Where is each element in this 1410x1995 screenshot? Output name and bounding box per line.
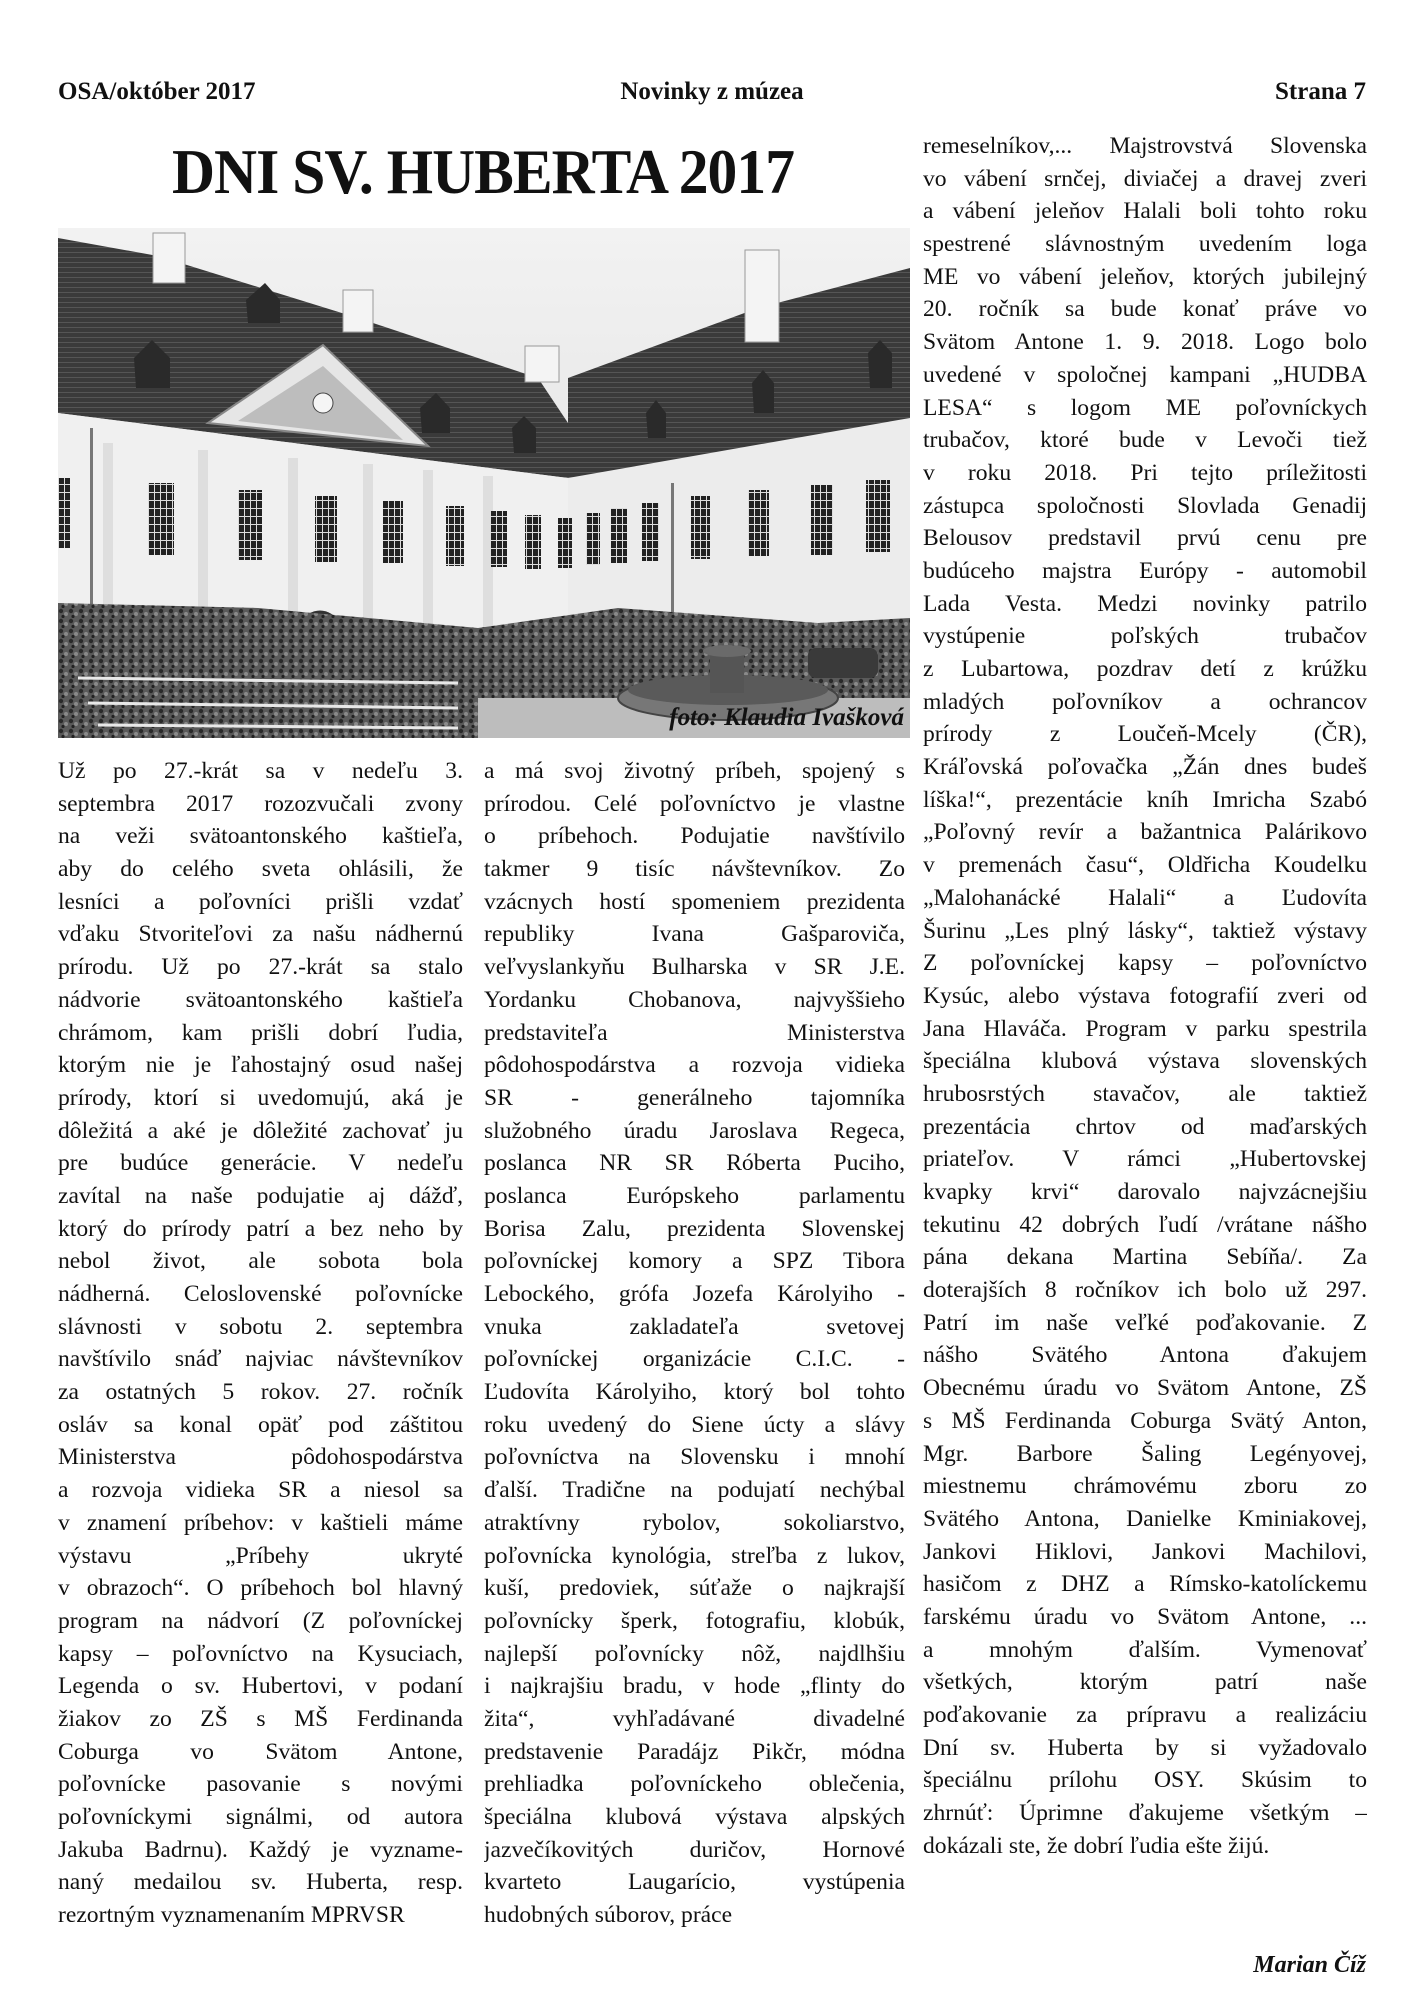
text-line: zavítal na naše podujatie aj dážď, [58,1182,463,1209]
text-line: Belousov predstavil prvú cenu pre [923,525,1367,552]
text-line: Patrí im naše veľké poďakovanie. Z [923,1309,1367,1336]
text-line: Ministerstva pôdohospodárstva [58,1444,463,1471]
text-line: služobného úradu Jaroslava Regeca, [484,1117,905,1144]
text-line: a rozvoja vidieka SR a niesol sa [58,1477,463,1504]
text-line: aby do celého sveta ohlásili, že [58,856,463,883]
text-line: trubačov, ktoré bude v Levoči tiež [923,427,1367,454]
text-line: za ostatných 5 rokov. 27. ročník [58,1379,463,1406]
article-column-2 [484,755,905,1932]
text-line: poslanca Európskeho parlamentu [484,1182,905,1209]
text-line: Borisa Zalu, prezidenta Slovenskej [484,1215,905,1242]
text-line: Dní sv. Huberta by si vyžadovalo [923,1734,1367,1761]
text-line: doterajších 8 ročníkov ich bolo už 297. [923,1277,1367,1304]
article-title: DNI SV. HUBERTA 2017 [171,136,795,207]
article-column-1 [58,755,463,1932]
text-line: pôdohospodárstva a rozvoja vidieka [484,1052,905,1079]
text-line: žita“, vyhľadávané divadelné [484,1705,905,1732]
text-line: kuší, predoviek, súťaže o najkrajší [484,1575,905,1602]
text-line: dôležitá a aké je dôležité zachovať ju [58,1117,463,1144]
text-line: pána dekana Martina Sebíňa/. Za [923,1244,1367,1271]
text-line: slávnosti v sobotu 2. septembra [58,1313,463,1340]
text-line: špeciálna klubová výstava slovenských [923,1048,1367,1075]
text-line: o príbehoch. Podujatie navštívilo [484,823,905,850]
text-line: poľovníckej komory a SPZ Tibora [484,1248,905,1275]
text-line: zástupca spoločnosti Slovlada Genadij [923,492,1367,519]
text-line: chrámom, kam prišli dobrí ľudia, [58,1019,463,1046]
text-line: Kráľovská poľovačka „Žán dnes budeš [923,754,1367,781]
text-line: špeciálnu prílohu OSY. Skúsim to [923,1767,1367,1794]
text-line: Šurinu „Les plný lásky“, taktiež výstavy [923,917,1367,944]
text-line: osláv sa konal opäť pod záštitou [58,1411,463,1438]
text-line: poľovnícky šperk, fotografiu, klobúk, [484,1607,905,1634]
text-line: jazvečíkovitých duričov, Hornové [484,1836,905,1863]
text-line: farskému úradu vo Svätom Antone, ... [923,1603,1367,1630]
text-line: v znamení príbehov: v kaštieli máme [58,1509,463,1536]
text-line: ďalší. Tradične na podujatí nechýbal [484,1477,905,1504]
text-line: a má svoj životný príbeh, spojený s [484,758,905,784]
text-line: miestnemu chrámovému zboru zo [923,1473,1367,1500]
text-line: Svätého Antona, Danielke Kminiakovej, [923,1505,1367,1532]
text-line: prírodou. Celé poľovníctvo je vlastne [484,790,905,817]
text-line: poľovnícke pasovanie s novými [58,1771,463,1798]
article-column-3 [923,130,1367,1862]
text-line: ME vo vábení jeleňov, ktorých jubilejný [923,263,1367,290]
text-line: ktorým nie je ľahostajný osud našej [58,1052,463,1079]
text-line: kvarteto Laugarício, vystúpenia [484,1869,905,1896]
text-line: predstavenie Paradájz Pikčr, módna [484,1738,905,1765]
text-line: Lebockého, grófa Jozefa Károlyiho - [484,1281,905,1307]
text-line: pre budúce generácie. V nedeľu [58,1150,463,1177]
text-line: program na nádvorí (Z poľovníckej [58,1607,463,1634]
text-line: prírodu. Už po 27.-krát sa stalo [58,954,463,981]
castle-courtyard-image [58,228,910,738]
text-line: naný medailou sv. Huberta, resp. [58,1869,463,1896]
text-line: Svätom Antone 1. 9. 2018. Logo bolo [923,329,1367,356]
page-number: Strana 7 [1275,78,1366,105]
text-line: Jankovi Hiklovi, Jankovi Machilovi, [923,1538,1367,1565]
text-line: Z poľovníckej kapsy – poľovníctvo [923,950,1367,977]
text-line: roku uvedený do Siene úcty a slávy [484,1411,905,1438]
text-line: vzácnych hostí spomeniem prezidenta [484,888,905,915]
text-line: poľovníctva na Slovensku i mnohí [484,1444,905,1471]
text-line: rezortným vyznamenaním MPRVSR [58,1902,405,1929]
text-line: vnuka zakladateľa svetovej [484,1313,905,1340]
text-line: predstaviteľa Ministerstva [484,1019,905,1046]
text-line: takmer 9 tisíc návštevníkov. Zo [484,856,905,883]
text-line: „Malohanácké Halali“ a Ľudovíta [923,884,1367,911]
text-line: poľovnícka kynológia, streľba z lukov, [484,1542,905,1569]
text-line: poslanca NR SR Róberta Puciho, [484,1150,905,1177]
text-line: remeselníkov,... Majstrovstvá Slovenska [923,133,1367,159]
text-line: prezentácia chrtov od maďarských [923,1113,1367,1140]
text-line: prírody, ktorí si uvedomujú, aká je [58,1084,463,1111]
text-line: hasičom z DHZ a Rímsko-katolíckemu [923,1571,1367,1598]
text-line: a vábení jeleňov Halali boli tohto roku [923,198,1367,225]
text-line: Kysúc, alebo výstava fotografií zveri od [923,982,1367,1009]
text-line: i najkrajšiu bradu, v hode „flinty do [484,1673,905,1700]
text-line: ktorý do prírody patrí a bez neho by [58,1215,463,1242]
text-line: kvapky krvi“ darovalo najvzácnejšiu [923,1179,1367,1205]
text-line: dokázali ste, že dobrí ľudia ešte žijú. [923,1832,1270,1859]
text-line: vo vábení srnčej, diviačej a dravej zveri [923,165,1367,192]
text-line: poľovníckymi signálmi, od autora [58,1804,463,1830]
text-line: Už po 27.-krát sa v nedeľu 3. [58,758,463,784]
text-line: uvedené v spoločnej kampani „HUDBA [923,361,1367,388]
text-line: vďaku Stvoriteľovi za našu nádhernú [58,921,463,948]
text-line: Legenda o sv. Hubertovi, v podaní [58,1673,463,1700]
text-line: všetkých, ktorým patrí naše [923,1669,1367,1696]
text-line: zhrnúť: Úprimne ďakujeme všetkým – [923,1800,1367,1827]
text-line: Jana Hlaváča. Program v parku spestrila [923,1015,1367,1042]
text-line: líška!“, prezentácie kníh Imricha Szabó [923,786,1367,813]
text-line: a mnohým ďalším. Vymenovať [923,1636,1367,1663]
text-line: v roku 2018. Pri tejto príležitosti [923,459,1367,486]
text-line: poľovníckej organizácie C.I.C. - [484,1346,905,1373]
text-line: hrubosrstých stavačov, ale taktiež [923,1080,1367,1107]
text-line: prírody z Loučeň-Mcely (ČR), [923,721,1367,748]
text-line: žiakov zo ZŠ s MŠ Ferdinanda [58,1705,463,1732]
text-line: kapsy – poľovníctvo na Kysuciach, [58,1640,463,1667]
text-line: Mgr. Barbore Šaling Legényovej, [923,1440,1367,1467]
text-line: atraktívny rybolov, sokoliarstvo, [484,1509,905,1536]
text-line: prehliadka poľovníckeho oblečenia, [484,1771,905,1798]
text-line: 20. ročník sa bude konať práve vo [923,296,1367,323]
section-name: Novinky z múzea [620,78,804,105]
text-line: budúceho majstra Európy - automobil [923,557,1367,584]
text-line: veľvyslankyňu Bulharska v SR J.E. [484,954,905,981]
text-line: Yordanku Chobanova, najvyššieho [484,986,905,1013]
text-line: výstavu „Príbehy ukryté [58,1542,463,1569]
text-line: v premenách času“, Oldřicha Koudelku [923,852,1367,879]
text-line: navštívilo snáď najviac návštevníkov [58,1346,463,1373]
article-photo [58,228,910,738]
author-signature: Marian Číž [1253,1952,1366,1978]
text-line: nebol život, ale sobota bola [58,1248,463,1275]
text-line: mladých poľovníkov a ochrancov [923,688,1367,715]
page-header [58,78,1366,112]
text-line: nádherná. Celoslovenské poľovnícke [58,1281,463,1307]
text-line: Coburga vo Svätom Antone, [58,1738,463,1765]
text-line: najlepší poľovnícky nôž, najdlhšiu [484,1640,905,1667]
text-line: z Lubartowa, pozdrav detí z krúžku [923,656,1367,682]
text-line: nášho Svätého Antona ďakujem [923,1342,1367,1369]
text-line: Jakuba Badrnu). Každý je vyzname- [58,1836,463,1863]
text-line: špeciálna klubová výstava alpských [484,1804,905,1830]
text-line: LESA“ s logom ME poľovníckych [923,394,1367,421]
text-line: lesníci a poľovníci prišli vzdať [58,888,463,915]
text-line: poďakovanie za prípravu a realizáciu [923,1702,1367,1728]
text-line: republiky Ivana Gašparoviča, [484,921,905,948]
text-line: hudobných súborov, práce [484,1902,733,1929]
text-line: s MŠ Ferdinanda Coburga Svätý Anton, [923,1407,1367,1434]
text-line: na veži svätoantonského kaštieľa, [58,823,463,850]
text-line: „Poľovný revír a bažantnica Palárikovo [923,819,1367,846]
text-line: SR - generálneho tajomníka [484,1084,905,1111]
text-line: Obecnému úradu vo Svätom Antone, ZŠ [923,1375,1367,1402]
text-line: v obrazoch“. O príbehoch bol hlavný [58,1575,463,1602]
text-line: septembra 2017 rozozvučali zvony [58,790,463,817]
text-line: spestrené slávnostným uvedením loga [923,231,1367,258]
issue-label: OSA/október 2017 [58,78,256,105]
text-line: vystúpenie poľských trubačov [923,623,1367,650]
text-line: priateľov. V rámci „Hubertovskej [923,1146,1367,1173]
text-line: Lada Vesta. Medzi novinky patrilo [923,590,1367,617]
text-line: nádvorie svätoantonského kaštieľa [58,986,463,1013]
text-line: tekutinu 42 dobrých ľudí /vrátane nášho [923,1211,1367,1238]
text-line: Ľudovíta Károlyiho, ktorý bol tohto [484,1379,905,1406]
photo-credit: foto: Klaudia Ivašková [669,704,904,731]
